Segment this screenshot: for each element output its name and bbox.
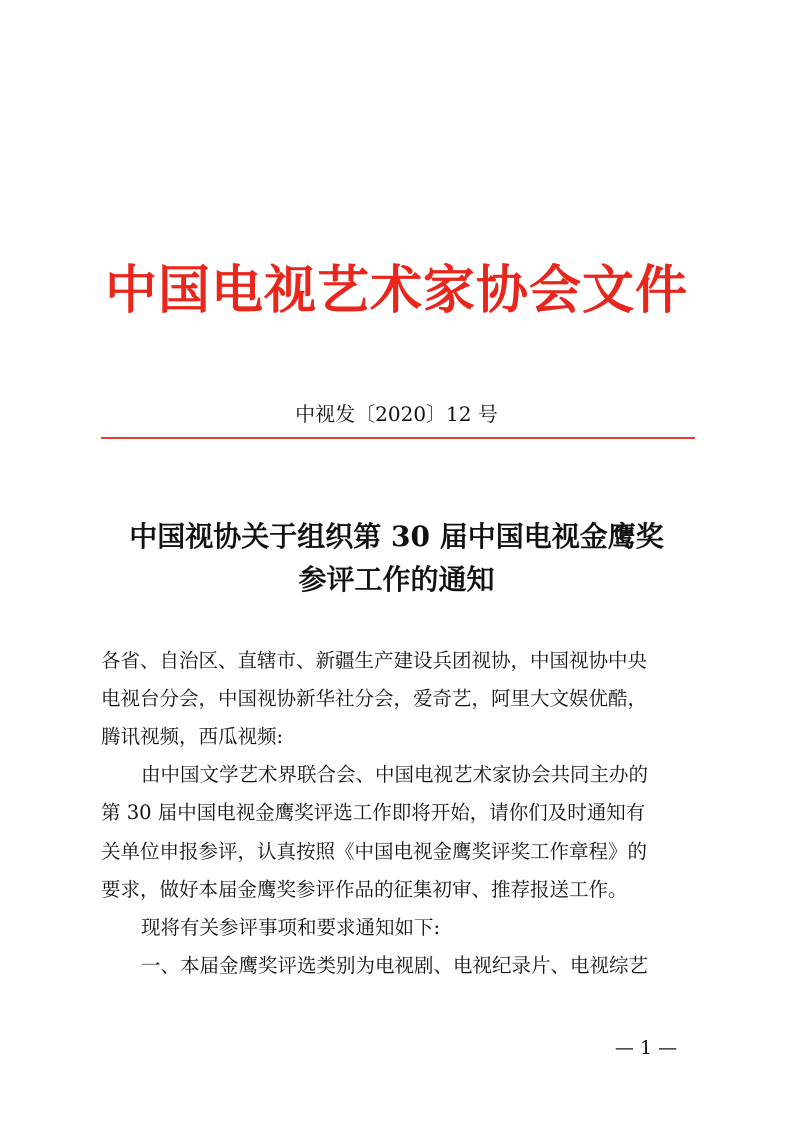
recipients-line-1: 各省、自治区、直辖市、新疆生产建设兵团视协，中国视协中央	[101, 649, 648, 672]
notice-title-line-2: 参评工作的通知	[298, 563, 495, 596]
red-divider-line	[101, 437, 695, 439]
body-paragraph-2: 现将有关参评事项和要求通知如下:	[141, 916, 441, 939]
body-paragraph-1-line-1: 由中国文学艺术界联合会、中国电视艺术家协会共同主办的	[141, 763, 649, 786]
body-paragraph-3-line-1: 一、本届金鹰奖评选类别为电视剧、电视纪录片、电视综艺	[141, 954, 649, 977]
body-paragraph-1-line-2: 第 30 届中国电视金鹰奖评选工作即将开始，请你们及时通知有	[101, 801, 646, 824]
body-paragraph-1-line-3: 关单位申报参评，认真按照《中国电视金鹰奖评奖工作章程》的	[101, 840, 648, 863]
masthead-title: 中国电视艺术家协会文件	[104, 261, 688, 321]
body-paragraph-1-line-4: 要求，做好本届金鹰奖参评作品的征集初审、推荐报送工作。	[101, 878, 628, 901]
notice-title-line-1: 中国视协关于组织第 30 届中国电视金鹰奖	[129, 520, 664, 553]
recipients-line-3: 腾讯视频，西瓜视频:	[101, 725, 284, 748]
page-number: — 1 —	[614, 1037, 678, 1059]
recipients-line-2: 电视台分会，中国视协新华社分会，爱奇艺，阿里大文娱优酷，	[101, 687, 648, 710]
document-number: 中视发〔2020〕12 号	[295, 402, 498, 426]
